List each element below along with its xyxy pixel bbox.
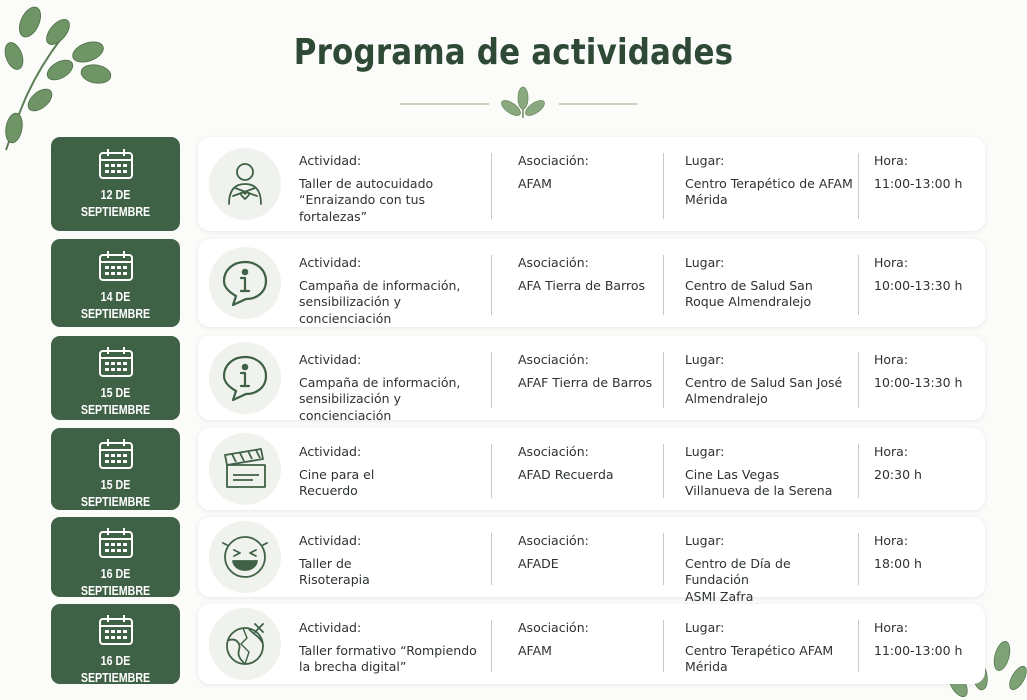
association-label: Asociación: xyxy=(518,444,589,459)
activity-value: Taller de autocuidado “Enraizando con tus fortalezas” xyxy=(299,175,434,224)
activity-value: Campaña de información, sensibilización y concienciación xyxy=(299,374,461,423)
event-row xyxy=(51,137,991,231)
column-divider xyxy=(663,352,664,408)
column-divider xyxy=(663,533,664,585)
date-month: SEPTIEMBRE xyxy=(80,204,151,219)
activity-label: Actividad: xyxy=(299,444,362,459)
place-label: Lugar: xyxy=(685,444,725,459)
calendar-icon xyxy=(98,250,134,282)
date-box xyxy=(51,428,180,510)
time-label: Hora: xyxy=(874,620,909,635)
column-divider xyxy=(491,533,492,585)
column-divider xyxy=(858,620,859,672)
date-month: SEPTIEMBRE xyxy=(80,402,151,417)
association-label: Asociación: xyxy=(518,255,589,270)
activity-icon-badge xyxy=(209,148,281,220)
place-label: Lugar: xyxy=(685,153,725,168)
date-day: 15 DE xyxy=(100,385,131,400)
calendar-icon xyxy=(98,614,134,646)
time-label: Hora: xyxy=(874,153,909,168)
date-day: 16 DE xyxy=(100,566,131,581)
column-divider xyxy=(663,620,664,672)
association-label: Asociación: xyxy=(518,352,589,367)
column-divider xyxy=(491,255,492,315)
activity-icon-badge xyxy=(209,521,281,593)
column-divider xyxy=(663,153,664,219)
place-label: Lugar: xyxy=(685,255,725,270)
column-divider xyxy=(663,444,664,498)
activity-label: Actividad: xyxy=(299,352,362,367)
association-label: Asociación: xyxy=(518,533,589,548)
event-row xyxy=(51,239,991,327)
place-label: Lugar: xyxy=(685,352,725,367)
activity-label: Actividad: xyxy=(299,153,362,168)
association-value: AFA Tierra de Barros xyxy=(518,277,646,293)
time-label: Hora: xyxy=(874,352,909,367)
place-label: Lugar: xyxy=(685,533,725,548)
association-label: Asociación: xyxy=(518,620,589,635)
time-label: Hora: xyxy=(874,533,909,548)
page-title: Programa de actividades xyxy=(293,32,734,73)
event-row xyxy=(51,604,991,684)
date-box xyxy=(51,137,180,231)
date-box xyxy=(51,517,180,597)
date-box xyxy=(51,336,180,420)
place-value: Cine Las Vegas Villanueva de la Serena xyxy=(685,466,833,498)
event-row xyxy=(51,517,991,604)
association-value: AFAM xyxy=(518,175,552,191)
title-divider-left xyxy=(400,103,489,105)
date-month: SEPTIEMBRE xyxy=(80,494,151,509)
time-value: 18:00 h xyxy=(874,555,922,571)
calendar-icon xyxy=(98,527,134,559)
association-value: AFAM xyxy=(518,642,552,658)
leaves-decoration-top-left xyxy=(0,0,120,160)
place-value: Centro Terapético de AFAM Mérida xyxy=(685,175,853,207)
activity-icon-badge xyxy=(209,247,281,319)
place-label: Lugar: xyxy=(685,620,725,635)
activity-label: Actividad: xyxy=(299,533,362,548)
activity-value: Cine para el Recuerdo xyxy=(299,466,375,498)
sprout-icon xyxy=(497,86,549,120)
time-value: 11:00-13:00 h xyxy=(874,642,963,658)
activity-icon-badge xyxy=(209,433,281,505)
date-day: 12 DE xyxy=(100,187,131,202)
event-row xyxy=(51,336,991,423)
association-value: AFAF Tierra de Barros xyxy=(518,374,653,390)
date-month: SEPTIEMBRE xyxy=(80,583,151,598)
time-value: 10:00-13:30 h xyxy=(874,374,963,390)
date-box xyxy=(51,239,180,327)
column-divider xyxy=(858,255,859,315)
activity-value: Campaña de información, sensibilización y concienciación xyxy=(299,277,461,326)
column-divider xyxy=(858,352,859,408)
column-divider xyxy=(491,352,492,408)
association-value: AFADE xyxy=(518,555,559,571)
time-label: Hora: xyxy=(874,444,909,459)
activity-icon-badge xyxy=(209,342,281,414)
date-day: 15 DE xyxy=(100,477,131,492)
column-divider xyxy=(491,153,492,219)
time-value: 10:00-13:30 h xyxy=(874,277,963,293)
activity-label: Actividad: xyxy=(299,620,362,635)
date-day: 14 DE xyxy=(100,289,131,304)
place-value: Centro Terapético AFAM Mérida xyxy=(685,642,834,674)
column-divider xyxy=(491,444,492,498)
event-row xyxy=(51,428,991,510)
activity-label: Actividad: xyxy=(299,255,362,270)
time-value: 20:30 h xyxy=(874,466,922,482)
column-divider xyxy=(858,153,859,219)
column-divider xyxy=(491,620,492,672)
activity-icon-badge xyxy=(209,608,281,680)
calendar-icon xyxy=(98,346,134,378)
time-value: 11:00-13:00 h xyxy=(874,175,963,191)
calendar-icon xyxy=(98,148,134,180)
place-value: Centro de Salud San José Almendralejo xyxy=(685,374,843,406)
place-value: Centro de Día de Fundación ASMI Zafra xyxy=(685,555,791,604)
activity-value: Taller de Risoterapia xyxy=(299,555,370,587)
activity-value: Taller formativo “Rompiendo la brecha digital” xyxy=(299,642,477,674)
column-divider xyxy=(663,255,664,315)
association-value: AFAD Recuerda xyxy=(518,466,614,482)
date-month: SEPTIEMBRE xyxy=(80,306,151,321)
date-day: 16 DE xyxy=(100,653,131,668)
association-label: Asociación: xyxy=(518,153,589,168)
time-label: Hora: xyxy=(874,255,909,270)
title-divider-right xyxy=(559,103,637,105)
calendar-icon xyxy=(98,438,134,470)
date-month: SEPTIEMBRE xyxy=(80,670,151,685)
column-divider xyxy=(858,533,859,585)
column-divider xyxy=(858,444,859,498)
date-box xyxy=(51,604,180,684)
place-value: Centro de Salud San Roque Almendralejo xyxy=(685,277,813,309)
